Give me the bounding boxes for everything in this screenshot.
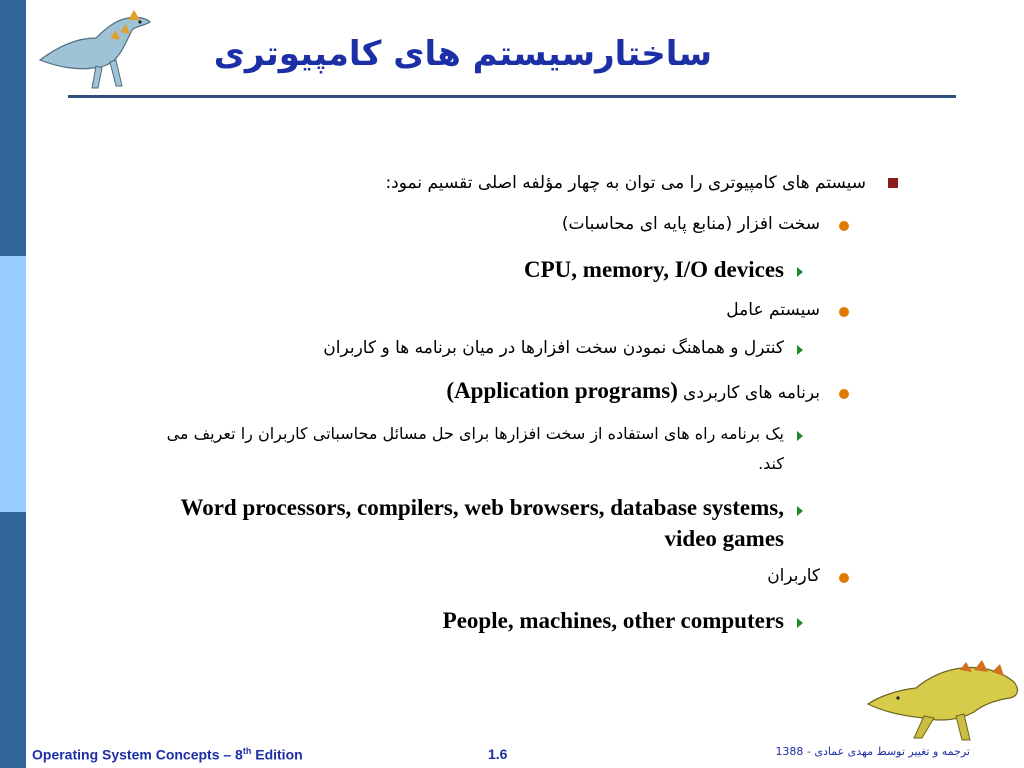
bullet-text-en: Application programs — [454, 378, 671, 403]
footer-book-sup: th — [242, 746, 252, 756]
bullet-arrow — [797, 506, 803, 516]
side-stripe-top — [0, 0, 26, 256]
bullet-text-fa: برنامه های کاربردی — [683, 383, 820, 403]
bullet-arrow — [797, 618, 803, 628]
bullet-dot — [839, 389, 849, 399]
dinosaur-icon — [36, 8, 160, 94]
bullet-text: سیستم های کامپیوتری را می توان به چهار مؤلفه اصلی تقسیم نمود: — [385, 173, 866, 193]
bullet-arrow — [797, 345, 803, 355]
bullet-dot — [839, 307, 849, 317]
bullet-text: سخت افزار (منابع پایه ای محاسبات) — [561, 214, 820, 234]
footer-book-title — [32, 746, 303, 763]
footer-credit: ترجمه و تغییر توسط مهدی عمادی - 1388 — [775, 745, 970, 758]
bullet-text-line1: یک برنامه راه های استفاده از سخت افزارها برای حل مسائل محاسباتی کاربران را تعریف می — [166, 424, 784, 443]
bullet-text-line1: Word processors, compilers, web browsers, database systems, — [180, 495, 784, 520]
bullet-text-line2: کند. — [758, 454, 784, 473]
bullet-dot — [839, 221, 849, 231]
dinosaur-icon — [864, 660, 1024, 742]
bullet-text: People, machines, other computers — [442, 608, 784, 633]
bullet-arrow — [797, 267, 803, 277]
bullet-text-mixed: (Application programs) برنامه های کاربردی — [446, 378, 820, 403]
bullet-arrow — [797, 431, 803, 441]
bullet-text: سیستم عامل — [726, 300, 820, 320]
title-divider — [68, 95, 956, 98]
slide-title: ساختارسیستم های کامپیوتری — [213, 34, 712, 74]
bullet-text: کاربران — [767, 566, 820, 586]
side-stripe-middle — [0, 256, 26, 512]
footer-page-number: 1.6 — [488, 746, 508, 762]
bullet-text: CPU, memory, I/O devices — [524, 257, 784, 282]
bullet-square — [888, 178, 898, 188]
footer-book-suffix: Edition — [251, 746, 303, 763]
bullet-dot — [839, 573, 849, 583]
footer-book-prefix: Operating System Concepts – 8 — [32, 746, 243, 763]
side-stripe-bottom — [0, 512, 26, 768]
bullet-text-line2: video games — [664, 526, 784, 551]
bullet-text: کنترل و هماهنگ نمودن سخت افزارها در میان برنامه ها و کاربران — [323, 338, 784, 358]
